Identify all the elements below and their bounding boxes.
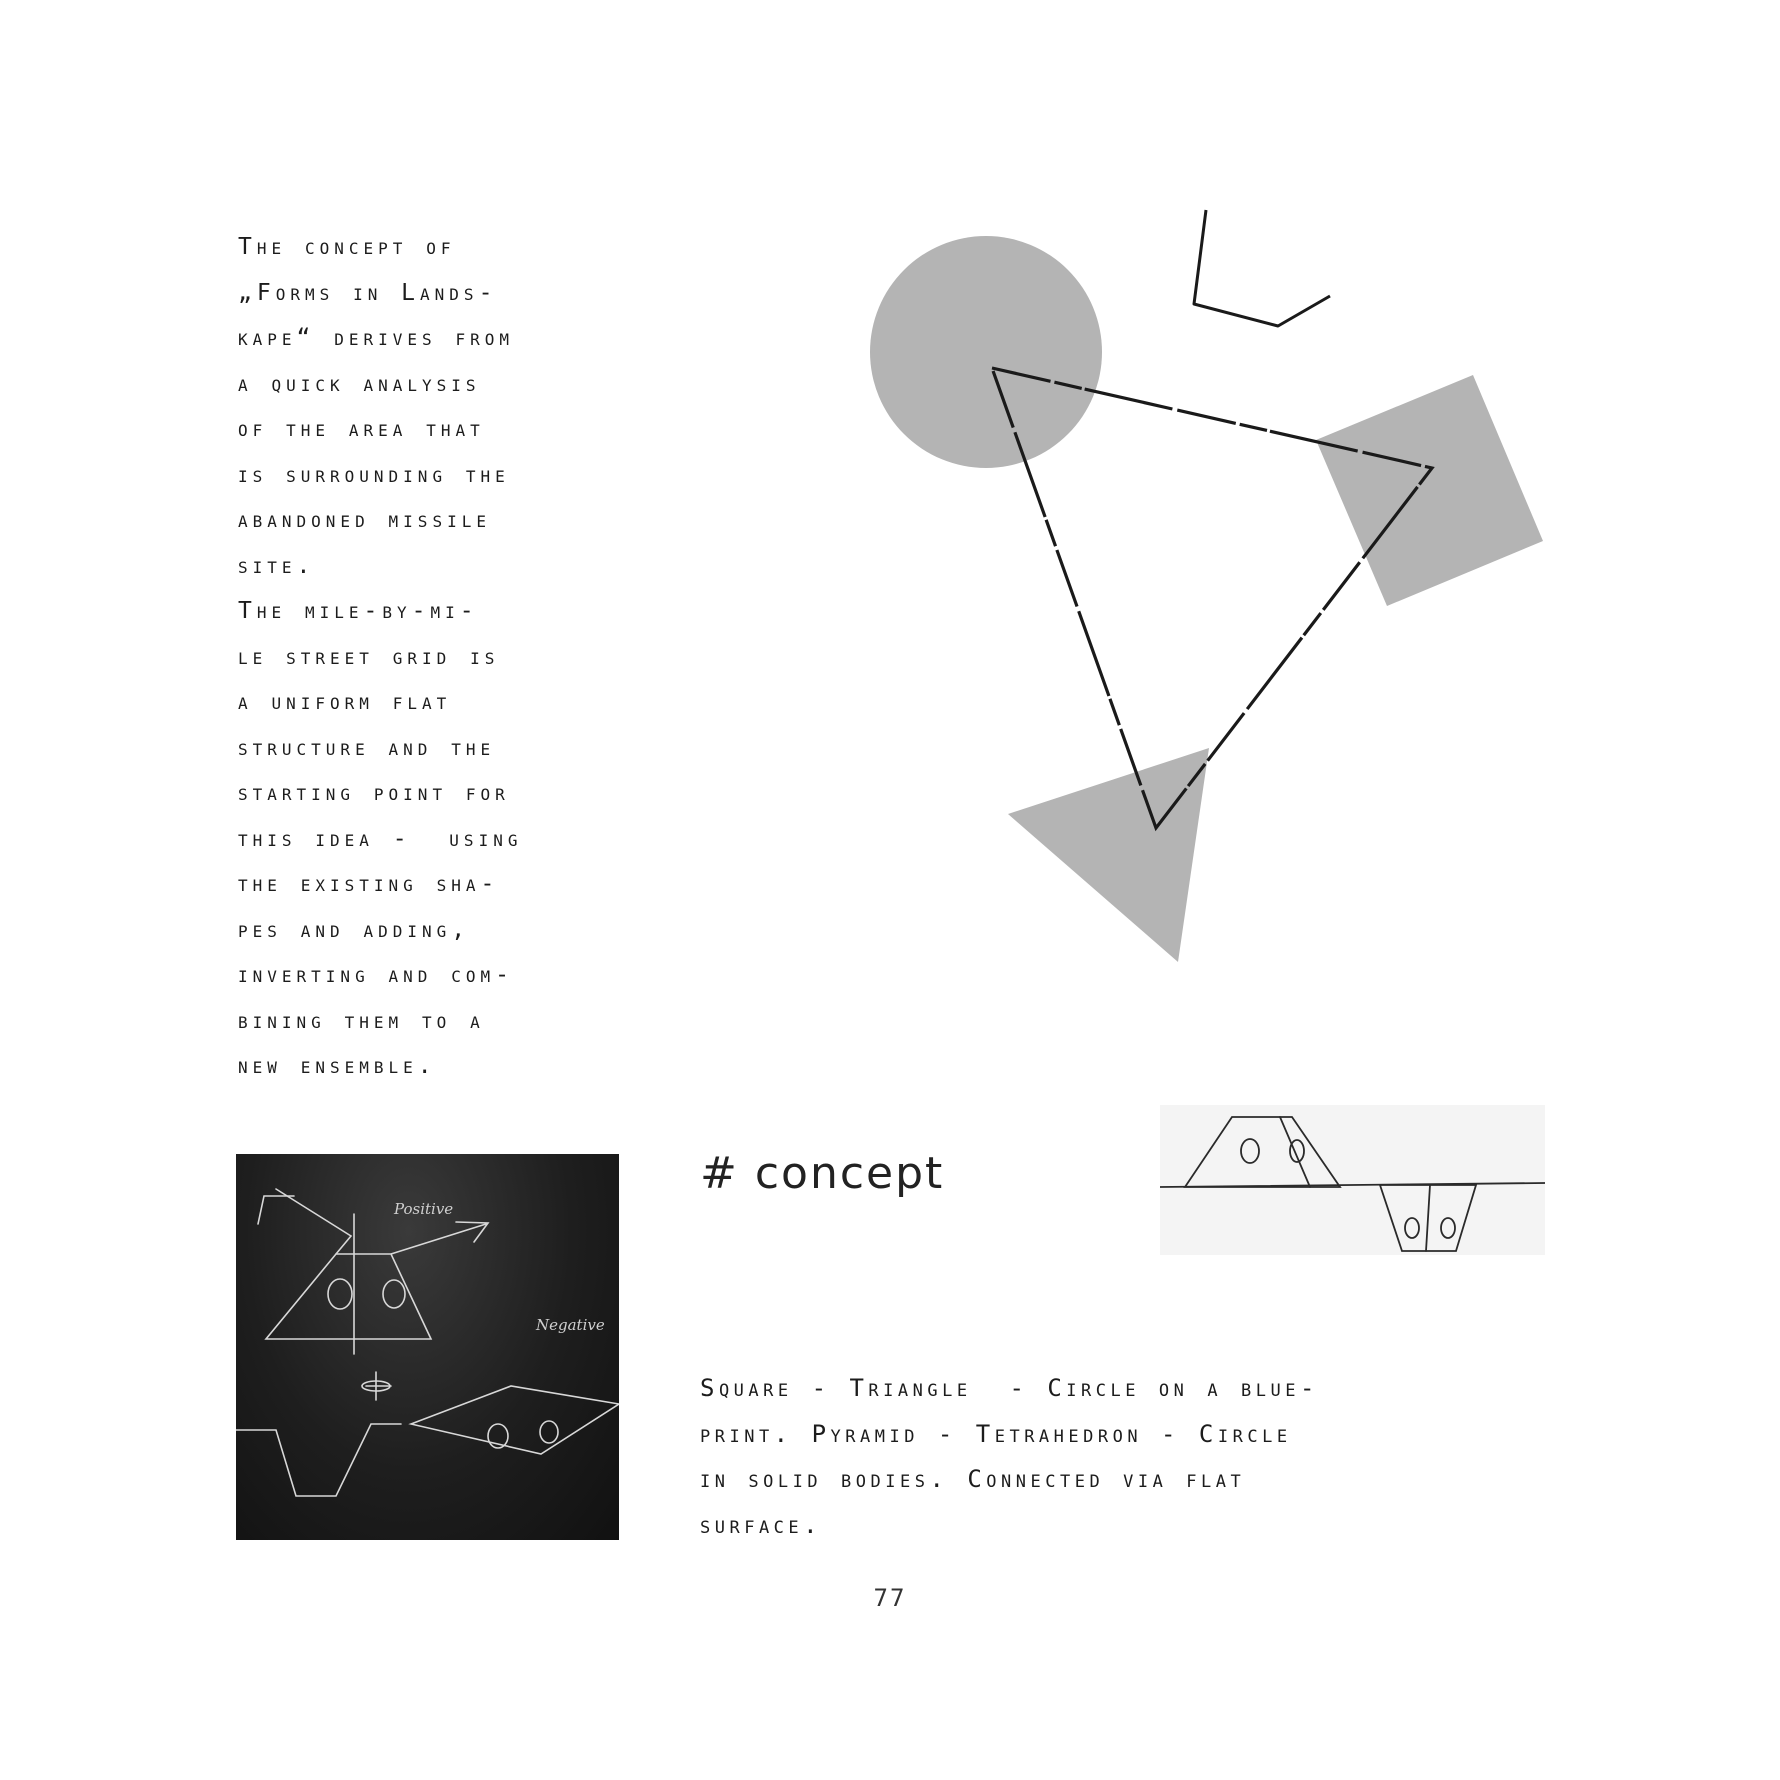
sketch-photo — [236, 1154, 619, 1540]
gray-circle — [870, 236, 1102, 468]
section-heading: # concept — [700, 1148, 945, 1199]
shapes-composition-figure — [860, 200, 1550, 970]
section-sketch-drawing — [1160, 1105, 1545, 1255]
pyramid-sketch-drawing — [236, 1189, 619, 1496]
sketch-corner-line — [1194, 210, 1330, 326]
caption-paragraph: Square - Triangle - Circle on a blue- print. Pyramid - Tetrahedron - Circle in solid bodies. Connected via flat surface. — [700, 1374, 1319, 1539]
gray-square — [1316, 375, 1543, 606]
sketch-label-positive: Positive — [394, 1200, 454, 1218]
intro-paragraph: The concept of „Forms in Lands- kape“ derives from a quick analysis of the area that is surrounding the abandoned missile site. The mile-by-mi- le street grid is a uniform flat structure and the starting point for this idea - using the existing sha- pes and adding, inverting and com- bining them to a new ensemble. — [238, 234, 523, 1079]
sketch-label-negative: Negative — [536, 1316, 605, 1334]
page-number: 77 — [873, 1584, 907, 1612]
gray-triangle — [1008, 748, 1209, 962]
